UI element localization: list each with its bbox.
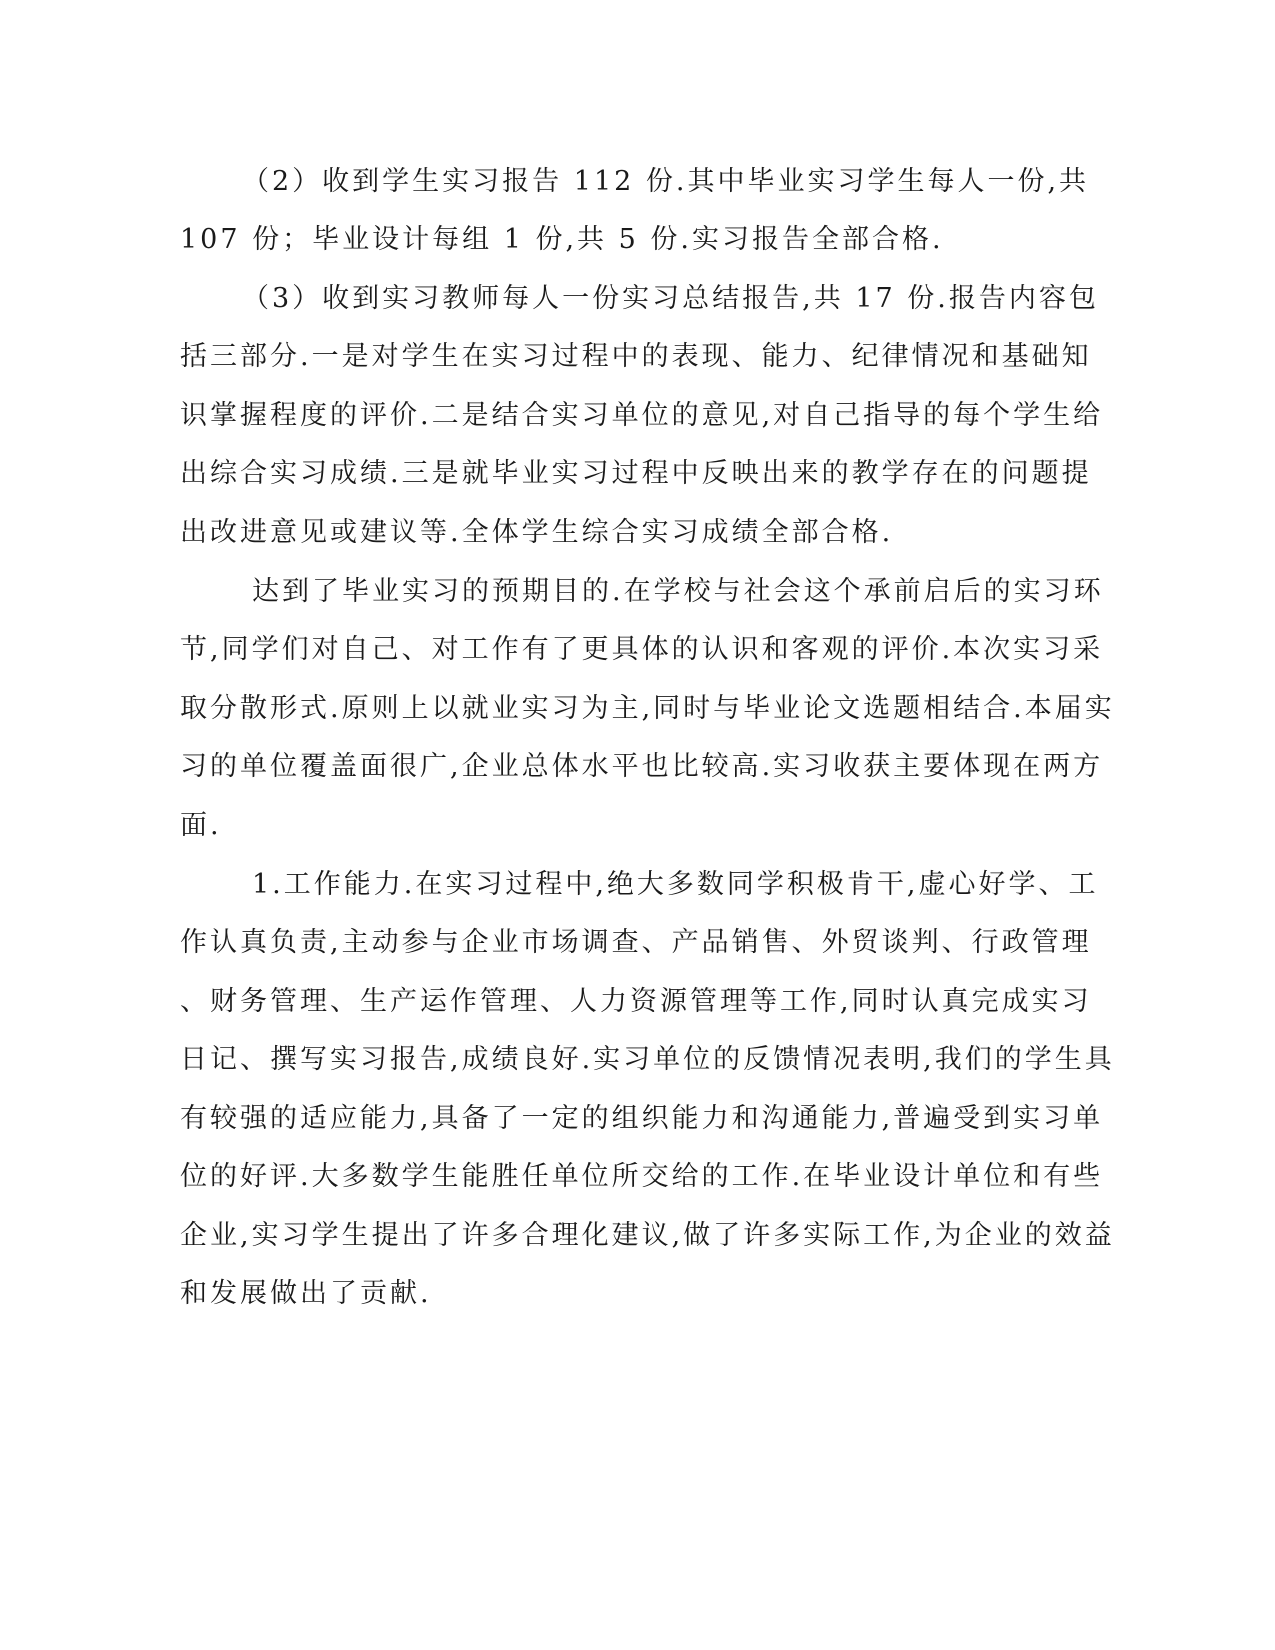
- paragraph-4-line-7: 企业,实习学生提出了许多合理化建议,做了许多实际工作,为企业的效益: [180, 1220, 1115, 1251]
- paragraph-4-line-5: 有较强的适应能力,具备了一定的组织能力和沟通能力,普遍受到实习单: [180, 1103, 1104, 1134]
- paragraph-4-line-6: 位的好评.大多数学生能胜任单位所交给的工作.在毕业设计单位和有些: [180, 1161, 1104, 1192]
- paragraph-1-line-1: （2）收到学生实习报告 112 份.其中毕业实习学生每人一份,共: [242, 166, 1090, 197]
- paragraph-2-line-5: 出改进意见或建议等.全体学生综合实习成绩全部合格.: [180, 517, 894, 548]
- paragraph-3-line-2: 节,同学们对自己、对工作有了更具体的认识和客观的评价.本次实习采: [180, 634, 1104, 665]
- paragraph-4-line-8: 和发展做出了贡献.: [180, 1278, 432, 1309]
- paragraph-4-line-2: 作认真负责,主动参与企业市场调查、产品销售、外贸谈判、行政管理: [180, 927, 1092, 958]
- paragraph-3-line-3: 取分散形式.原则上以就业实习为主,同时与毕业论文选题相结合.本届实: [180, 693, 1115, 724]
- paragraph-2-line-4: 出综合实习成绩.三是就毕业实习过程中反映出来的教学存在的问题提: [180, 458, 1092, 489]
- paragraph-3-line-1: 达到了毕业实习的预期目的.在学校与社会这个承前启后的实习环: [252, 576, 1104, 607]
- paragraph-2-line-3: 识掌握程度的评价.二是结合实习单位的意见,对自己指导的每个学生给: [180, 400, 1104, 431]
- paragraph-1-line-2: 107 份；毕业设计每组 1 份,共 5 份.实习报告全部合格.: [180, 224, 944, 255]
- paragraph-4-line-3: 、财务管理、生产运作管理、人力资源管理等工作,同时认真完成实习: [180, 986, 1092, 1017]
- paragraph-4-line-1: 1.工作能力.在实习过程中,绝大多数同学积极肯干,虚心好学、工: [252, 869, 1099, 900]
- paragraph-3-line-5: 面.: [180, 810, 222, 841]
- paragraph-2-line-1: （3）收到实习教师每人一份实习总结报告,共 17 份.报告内容包: [242, 283, 1099, 314]
- paragraph-4-line-4: 日记、撰写实习报告,成绩良好.实习单位的反馈情况表明,我们的学生具: [180, 1044, 1115, 1075]
- paragraph-3-line-4: 习的单位覆盖面很广,企业总体水平也比较高.实习收获主要体现在两方: [180, 751, 1104, 782]
- paragraph-2-line-2: 括三部分.一是对学生在实习过程中的表现、能力、纪律情况和基础知: [180, 341, 1092, 372]
